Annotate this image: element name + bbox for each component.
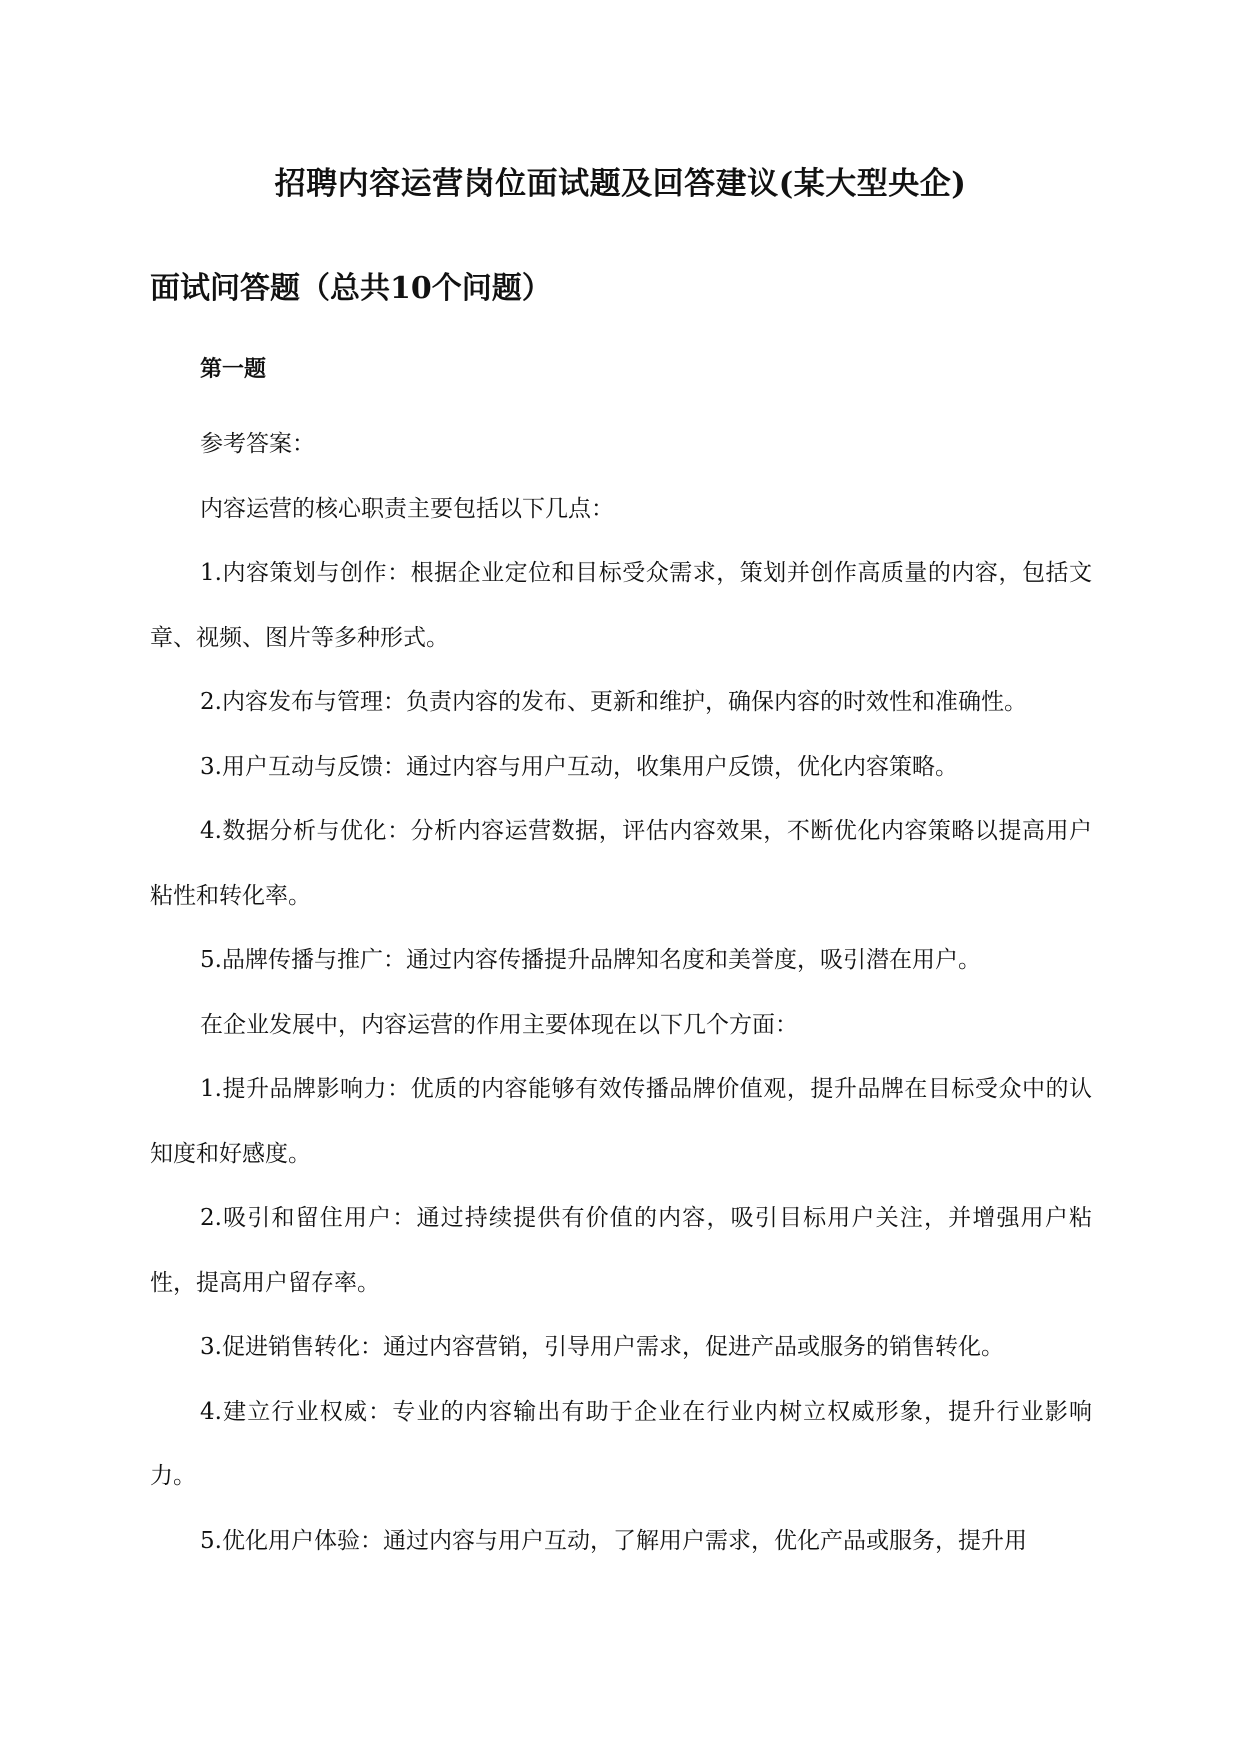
paragraph-responsibility-2: 2.内容发布与管理：负责内容的发布、更新和维护，确保内容的时效性和准确性。 xyxy=(200,689,1027,715)
answer-body xyxy=(150,412,1092,1573)
paragraph-role-3: 3.促进销售转化：通过内容营销，引导用户需求，促进产品或服务的销售转化。 xyxy=(200,1334,1004,1360)
document-title: 招聘内容运营岗位面试题及回答建议(某大型央企) xyxy=(274,166,967,202)
paragraph-responsibility-5: 5.品牌传播与推广：通过内容传播提升品牌知名度和美誉度，吸引潜在用户。 xyxy=(200,947,981,973)
answer-label: 参考答案： xyxy=(200,431,315,457)
paragraph-role-1: 1.提升品牌影响力：优质的内容能够有效传播品牌价值观，提升品牌在目标受众中的认知度和好感度。 xyxy=(150,1076,1092,1167)
paragraph-responsibility-3: 3.用户互动与反馈：通过内容与用户互动，收集用户反馈，优化内容策略。 xyxy=(200,753,958,780)
paragraph-intro-responsibilities: 内容运营的核心职责主要包括以下几点： xyxy=(200,495,614,522)
paragraph-role-4: 4.建立行业权威：专业的内容输出有助于企业在行业内树立权威形象，提升行业影响力。 xyxy=(150,1398,1092,1489)
paragraph-role-5: 5.优化用户体验：通过内容与用户互动，了解用户需求，优化产品或服务，提升用 xyxy=(200,1527,1027,1554)
paragraph-responsibility-1: 1.内容策划与创作：根据企业定位和目标受众需求，策划并创作高质量的内容，包括文章、视频、图片等多种形式。 xyxy=(150,560,1092,651)
paragraph-responsibility-4: 4.数据分析与优化：分析内容运营数据，评估内容效果，不断优化内容策略以提高用户粘性和转化率。 xyxy=(150,818,1092,909)
paragraph-intro-roles: 在企业发展中，内容运营的作用主要体现在以下几个方面： xyxy=(200,1011,798,1038)
question-heading: 第一题 xyxy=(200,356,267,382)
paragraph-role-2: 2.吸引和留住用户：通过持续提供有价值的内容，吸引目标用户关注，并增强用户粘性，提高用户留存率。 xyxy=(150,1205,1092,1296)
section-heading: 面试问答题（总共10个问题） xyxy=(150,271,552,306)
